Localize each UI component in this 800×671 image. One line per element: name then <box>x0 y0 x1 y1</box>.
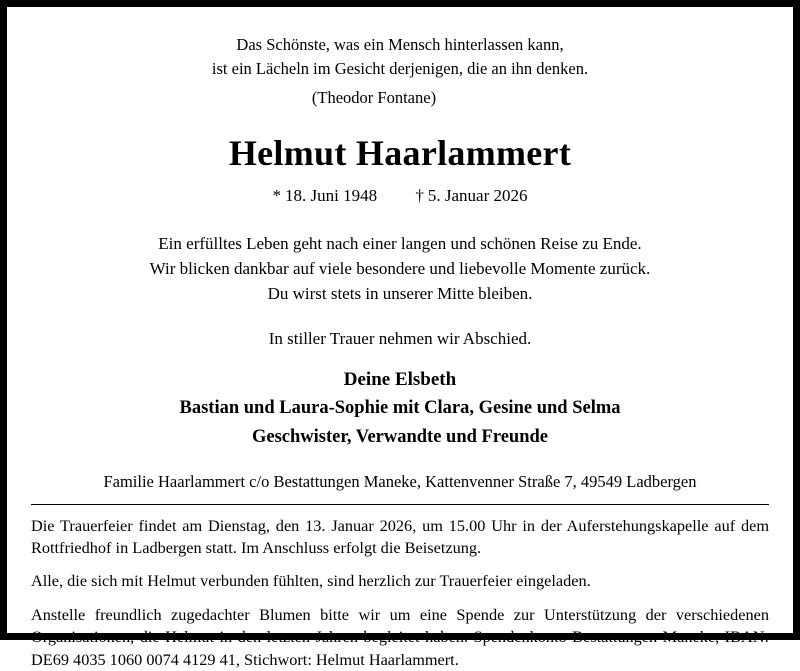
memorial-verse <box>31 232 769 307</box>
survivor-line: Bastian und Laura-Sophie mit Clara, Gesine und Selma <box>31 394 769 423</box>
birth-star-icon: * <box>273 186 282 205</box>
divider <box>31 504 769 505</box>
funeral-service-info: Die Trauerfeier findet am Dienstag, den 13. Januar 2026, um 15.00 Uhr in der Auferstehungskapelle auf dem Rottfriedhof in Ladbergen statt. Im Anschluss erfolgt die Beisetzung. <box>31 515 769 560</box>
service-details <box>31 515 769 671</box>
invitation-info: Alle, die sich mit Helmut verbunden fühlten, sind herzlich zur Trauerfeier eingeladen. <box>31 570 769 592</box>
birth-date-group <box>273 186 382 205</box>
epigraph-author: (Theodor Fontane) <box>31 86 769 110</box>
deceased-name: Helmut Haarlammert <box>31 132 769 174</box>
birth-date: 18. Juni 1948 <box>285 186 377 205</box>
verse-line-3: Du wirst stets in unserer Mitte bleiben. <box>31 282 769 307</box>
verse-line-2: Wir blicken dankbar auf viele besondere und liebevolle Momente zurück. <box>31 257 769 282</box>
death-cross-icon: † <box>415 186 424 205</box>
epigraph-line-2: ist ein Lächeln im Gesicht derjenigen, die an ihn denken. <box>31 57 769 81</box>
death-date: 5. Januar 2026 <box>428 186 528 205</box>
epigraph-line-1: Das Schönste, was ein Mensch hinterlassen kann, <box>31 33 769 57</box>
epigraph <box>31 33 769 110</box>
survivor-line: Geschwister, Verwandte und Freunde <box>31 423 769 452</box>
survivor-line: Deine Elsbeth <box>31 365 769 394</box>
life-dates <box>31 186 769 206</box>
donation-info: Anstelle freundlich zugedachter Blumen bitte wir um eine Spende zur Unterstützung der verschiedenen Organisationen, die Helmut in den letzten Jahren begleitet haben. Spendenkonto Bestattungen Maneke, IBAN: DE69 4035 1060 0074 4129 41, Stichwort: Helmut Haarlammert. <box>31 604 769 671</box>
verse-line-1: Ein erfülltes Leben geht nach einer langen und schönen Reise zu Ende. <box>31 232 769 257</box>
family-address: Familie Haarlammert c/o Bestattungen Maneke, Kattenvenner Straße 7, 49549 Ladbergen <box>31 472 769 492</box>
death-date-group <box>415 186 527 205</box>
mourning-statement: In stiller Trauer nehmen wir Abschied. <box>31 329 769 349</box>
survivors-list <box>31 365 769 452</box>
